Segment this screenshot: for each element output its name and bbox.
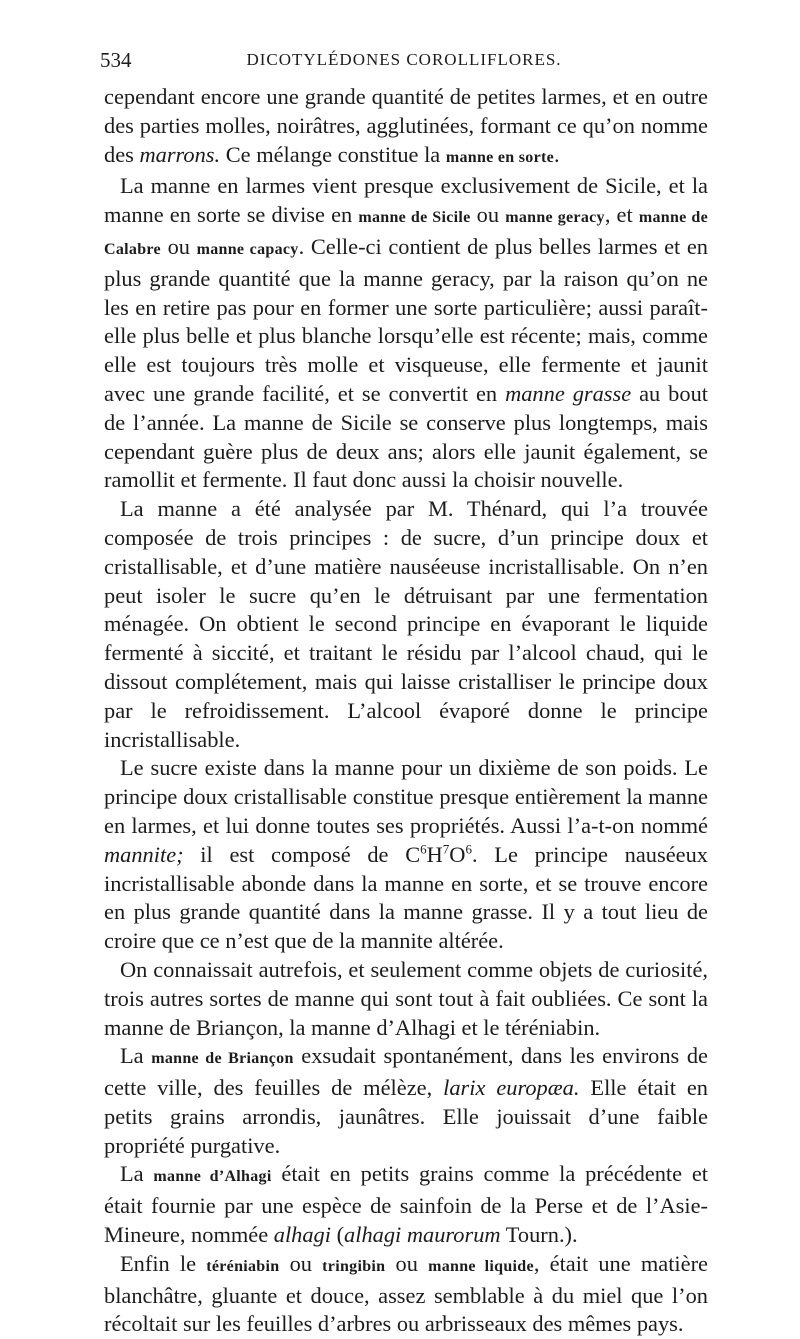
term-alhagi: alhagi [273,1222,331,1248]
paragraph-alhagi: La manne d’Alhagi était en petits grains comme la précédente et était fournie par une espèce de sainfoin de la Perse et de l’Asie-Mineure, nommée alhagi (alhagi maurorum Tourn.). [104,1161,709,1248]
term-larix-europaea: larix europæa. [443,1075,580,1101]
page-body [104,83,708,1339]
paragraph-manne-larmes: La manne en larmes vient presque exclusivement de Sicile, et la manne en sorte se divise en manne de Sicile ou manne geracy, et manne de Calabre ou manne capacy. Celle-ci contient de plus belles larmes et en plus grande quantité que la manne geracy, par la raison qu’on ne les en retire pas pour en former une sorte particulière; aussi paraît-elle plus belle et plus blanche lorsqu’elle est récente; mais, comme elle est toujours très molle et visqueuse, elle fermente et jaunit avec une grande facilité, et se convertit en manne grasse au bout de l’année. La manne de Sicile se conserve plus longtemps, mais cependant guère plus de deux ans; alors elle jaunit également, se ramollit et fermente. Il faut donc aussi la choisir nouvelle. [104,173,708,493]
paragraph-briancon: La manne de Briançon exsudait spontanément, dans les environs de cette ville, des feuilles de mélèze, larix europæa. Elle était en petits grains arrondis, jaunâtres. Elle jouissait d’une faible propriété purgative. [104,1043,708,1158]
term-manne-de-calabre: manne de Calabre [104,209,708,258]
page-header [100,48,708,82]
term-manne-de-sicile: manne de Sicile [358,209,471,227]
term-manne-capacy: manne capacy [196,240,299,258]
page-number: 534 [100,48,132,72]
term-tringibin: tringibin [322,1257,386,1275]
term-manne-en-sorte: manne en sorte [445,148,555,166]
term-manne-de-briancon: manne de Briançon [151,1050,294,1068]
term-mannite: mannite; [104,841,184,867]
paragraph-tereniabin: Enfin le téréniabin ou tringibin ou manne liquide, était une matière blanchâtre, gluante et douce, assez semblable à du miel que l’on récoltait sur les feuilles d’arbres ou arbrisseaux des mêmes pays. [104,1250,708,1337]
term-manne-geracy: manne geracy [505,209,605,227]
term-manne-liquide: manne liquide [428,1257,534,1275]
term-marrons: marrons. [139,141,221,167]
term-tereniabin: téréniabin [206,1257,280,1275]
term-alhagi-maurorum: alhagi maurorum [344,1222,501,1248]
term-manne-d-alhagi: manne d’Alhagi [153,1168,272,1186]
paragraph-continuation: cependant encore une grande quantité de petites larmes, et en outre des parties molles, noirâtres, agglutinées, formant ce qu’on nomme des marrons. Ce mélange constitue la manne en sorte. [104,84,708,167]
paragraph-analyse: La manne a été analysée par M. Thénard, qui l’a trouvée composée de trois principes : de sucre, d’un principe doux et cristallisable, et d’une matière nauséeuse incristallisable. On n’en peut isoler le sucre qu’en le détruisant par une fermentation ménagée. On obtient le second principe en évaporant le liquide fermenté à siccité, et traitant le résidu par l’alcool chaud, qui le dissout complétement, mais qui laisse cristalliser le principe doux par le refroidissement. L’alcool évaporé donne le principe incristallisable. [104,496,708,752]
term-manne-grasse: manne grasse [505,380,632,406]
paragraph-autres-sortes: On connaissait autrefois, et seulement comme objets de curiosité, trois autres sortes de manne qui sont tout à fait oubliées. Ce sont la manne de Briançon, la manne d’Alhagi et le téréniabin. [104,956,708,1040]
running-head: DICOTYLÉDONES COROLLIFLORES. [246,50,562,69]
paragraph-sucre: Le sucre existe dans la manne pour un dixième de son poids. Le principe doux cristallisable constitue presque entièrement la manne en larmes, et lui donne toutes ses propriétés. Aussi l’a-t-on nommé mannite; il est composé de $C^6H^7O^6$. Le principe nauséeux incristallisable abonde dans la manne en sorte, et se trouve encore en plus grande quantité dans la manne grasse. Il y a tout lieu de croire que ce n’est que de la mannite altérée. [104,755,708,954]
